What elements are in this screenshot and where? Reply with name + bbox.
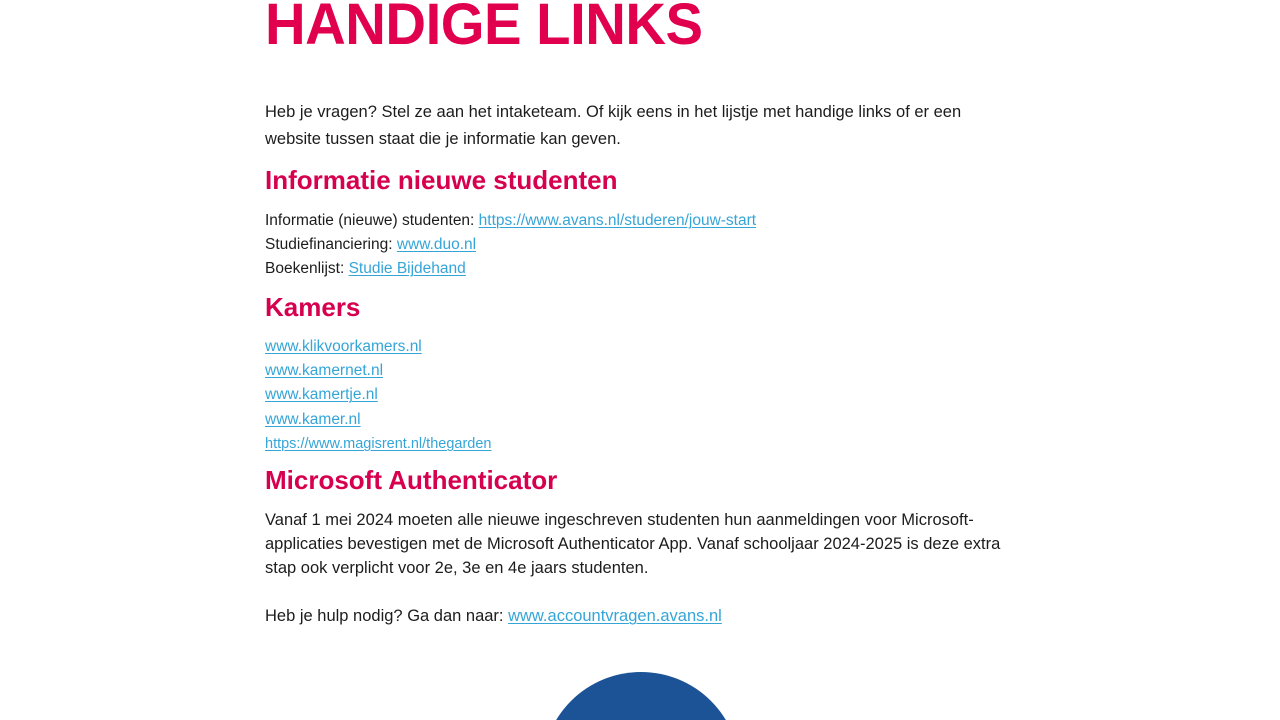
microsoft-authenticator-body: Vanaf 1 mei 2024 moeten alle nieuwe ingeschreven studenten hun aanmeldingen voor Microsoft-applicaties bevestigen met de Microsoft Authenticator App. Vanaf schooljaar 2024-2025 is deze extra stap ook verplicht voor 2e, 3e en 4e jaars studenten. [265, 511, 1001, 578]
link-accountvragen-avans[interactable]: www.accountvragen.avans.nl [508, 607, 722, 625]
link-kamernet[interactable]: www.kamernet.nl [265, 362, 384, 380]
link-duo[interactable]: www.duo.nl [396, 236, 477, 254]
link-klikvoorkamers[interactable]: www.klikvoorkamers.nl [265, 338, 422, 355]
link-avans-jouw-start[interactable]: https://www.avans.nl/studeren/jouw-start [478, 212, 757, 229]
heading-kamers: Kamers [265, 292, 361, 322]
heading-microsoft-authenticator: Microsoft Authenticator [265, 465, 558, 495]
list-item [265, 359, 491, 383]
heading-informatie-nieuwe-studenten: Informatie nieuwe studenten [265, 165, 618, 195]
row-label: Studiefinanciering: [265, 236, 397, 254]
link-magisrent-thegarden[interactable]: https://www.magisrent.nl/thegarden [265, 435, 492, 452]
blue-circle-decoration [542, 672, 740, 720]
list-item [265, 335, 491, 359]
row-label: Boekenlijst: [265, 260, 349, 278]
microsoft-help-line [265, 604, 1010, 628]
kamers-link-list [265, 335, 491, 456]
link-studie-bijdehand[interactable]: Studie Bijdehand [348, 260, 466, 278]
list-item [265, 209, 756, 233]
list-item [265, 432, 491, 456]
list-item [265, 257, 756, 281]
link-kamer[interactable]: www.kamer.nl [265, 410, 361, 428]
help-label: Heb je hulp nodig? Ga dan naar: [265, 607, 509, 625]
list-item [265, 408, 491, 432]
row-label: Informatie (nieuwe) studenten: [265, 212, 479, 229]
page-title: HANDIGE LINKS [265, 0, 703, 57]
informatie-link-list [265, 209, 756, 282]
intro-paragraph: Heb je vragen? Stel ze aan het intaketeam. Of kijk eens in het lijstje met handige links of er een website tussen staat die je informatie kan geven. [265, 103, 962, 148]
list-item [265, 233, 756, 257]
list-item [265, 383, 491, 407]
link-kamertje[interactable]: www.kamertje.nl [265, 386, 378, 404]
